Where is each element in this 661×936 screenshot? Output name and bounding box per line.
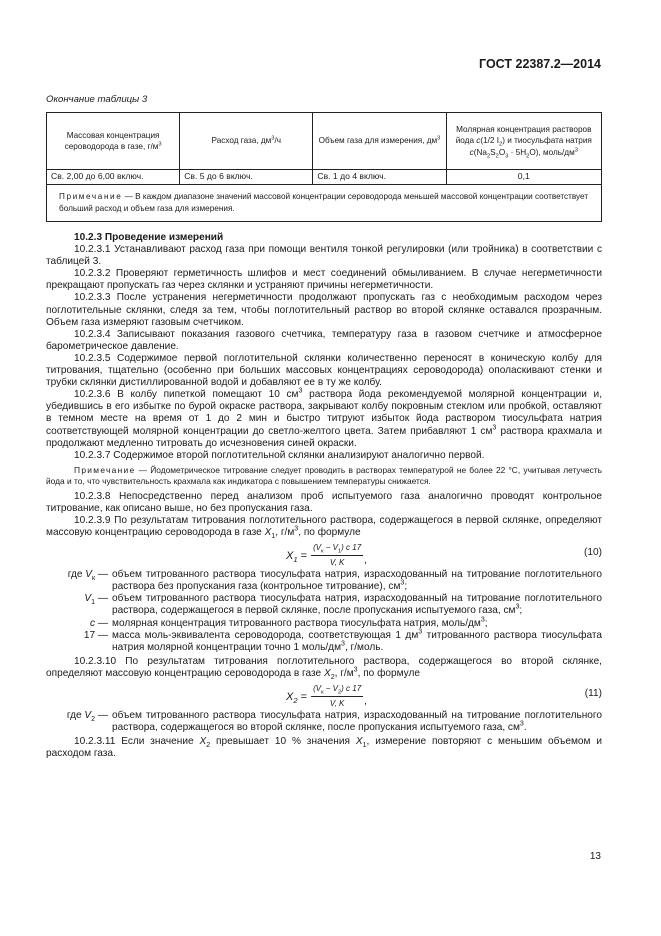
- paragraph-10-2-3-2: 10.2.3.2 Проверяют герметичность шлифов и мест соединений обмыливанием. В случае негерметичности прекращают пропускать газ через склянки и устраняют причины негерметичности.: [46, 268, 602, 292]
- page-number: 13: [589, 851, 601, 862]
- table-cell-volume-range: Св. 1 до 4 включ.: [313, 170, 446, 185]
- section-10-2-3: [46, 232, 602, 760]
- paragraph-10-2-3-9: 10.2.3.9 По результатам титрования поглотительного раствора, содержащегося в первой склянке, определяют массовую концентрацию сероводорода в газе $X_1$, $г/м^3$, по формуле: [46, 514, 602, 541]
- formula-10-lhs: $X_1$ =: [286, 549, 308, 564]
- paragraph-10-2-3-3: 10.2.3.3 После устранения негерметичности продолжают пропускать газ с необходимым расходом через поглотительные склянки, следя за тем, чтобы поглотительный раствор во второй склянке оставался прозрачным. Объем газа измеряют газовым счетчиком.: [46, 292, 602, 328]
- definition-c: c — молярная концентрация титрованного раствора тиосульфата натрия, моль/$дм^3$;: [90, 616, 488, 629]
- paragraph-10-2-3-4: 10.2.3.4 Записывают показания газового счетчика, температуру газа в газовом счетчике и атмосферное барометрическое давление.: [46, 328, 602, 352]
- formula-10-fraction: [311, 542, 363, 569]
- formula-10-comma: ,: [364, 555, 367, 567]
- formula-11-lhs: $X_2$ =: [286, 690, 308, 705]
- definition-v1: $V_1$ — объем титрованного раствора тиосульфата натрия, израсходованный на титрование поглотительного раствора, содержащегося в первой склянке, после пропускания испытуемого газа, $см^3$;: [84, 593, 602, 617]
- formula-11: [46, 682, 602, 708]
- table-cell-concentration-value: 0,1: [446, 170, 601, 185]
- paragraph-10-2-3-8: 10.2.3.8 Непосредственно перед анализом проб испытуемого газа аналогично проводят контрольное титрование, как описано выше, но без пропускания газа.: [46, 490, 602, 514]
- paragraph-10-2-3-1: 10.2.3.1 Устанавливают расход газа при помощи вентиля тонкой регулировки (или тройника) в соответствии с таблицей 3.: [46, 244, 602, 268]
- formula-11-definitions: [46, 710, 602, 734]
- definition-vk: где $V_к$ — объем титрованного раствора тиосульфата натрия, израсходованный на титрование поглотительного раствора без пропускания газа (контрольное титрование), $см^3$;: [67, 569, 602, 593]
- header-cell-molar-concentration: Молярная концентрация растворов йода c(1/2 $I_2$) и тиосульфата натрия $c(Na_2S_2O_3 \cdot 5H_2O)$, моль/$дм^3$: [446, 113, 601, 170]
- formula-11-numerator: $(V_к - V_2)$ c 17: [313, 684, 362, 696]
- formula-10-numerator: $(V_к - V_1)$ c 17: [313, 543, 362, 555]
- table-row: [47, 170, 602, 185]
- definition-v2: где $V_2$ — объем титрованного раствора тиосульфата натрия, израсходованный на титрование поглотительного раствора, содержащегося во второй склянке, после пропускания испытуемого газа, $см^3$.: [66, 710, 602, 734]
- table-note-row: [47, 184, 602, 221]
- formula-10-number: (10): [584, 547, 602, 559]
- formula-11-denominator: V, K: [329, 699, 345, 709]
- paragraph-10-2-3-7: 10.2.3.7 Содержимое второй поглотительной склянки анализируют аналогично первой.: [74, 449, 485, 461]
- formula-11-number: (11): [584, 688, 602, 699]
- paragraph-10-2-3-11: 10.2.3.11 Если значение $X_2$ превышает 10 % значения $X_1$, измерение повторяют с меньшим объемом и расходом газа.: [46, 736, 602, 760]
- formula-11-comma: ,: [364, 696, 367, 708]
- table-note: Примечание — В каждом диапазоне значений массовой концентрации сероводорода меньшей массовой концентрации соответствует больший расход и объем газа для измерения.: [47, 184, 602, 221]
- paragraph-10-2-3-5: 10.2.3.5 Содержимое первой поглотительной склянки количественно переносят в коническую колбу для титрования, тщательно (особенно при больших массовых концентрациях сероводорода) ополаскивают стенки и трубки склянки дистиллированной водой и добавляют ее в ту же колбу.: [46, 352, 602, 389]
- section-heading: 10.2.3 Проведение измерений: [74, 232, 224, 243]
- table-cell-mass-range: Св. 2,00 до 6,00 включ.: [47, 170, 180, 185]
- table-cell-flow-range: Св. 5 до 6 включ.: [180, 170, 313, 185]
- document-code: ГОСТ 22387.2—2014: [479, 57, 601, 71]
- formula-10-definitions: [46, 569, 602, 654]
- titration-note: Примечание — Йодометрическое титрование следует проводить в растворах температурой не более 22 °С, учитывая летучесть йода и то, что чувствительность крахмала как индикатора с повышением температуры снижается.: [46, 464, 602, 486]
- paragraph-10-2-3-10: 10.2.3.10 По результатам титрования поглотительного раствора, содержащегося во второй склянке, определяют массовую концентрацию сероводорода в газе $X_2$, $г/м^3$, по формуле: [46, 655, 602, 681]
- definition-17: 17 — масса моль-эквивалента сероводорода, соответствующая 1 $дм^3$ титрованного раствора тиосульфата натрия молярной концентрации точно 1 моль/$дм^3$, г/моль.: [83, 628, 602, 653]
- header-cell-gas-flow: Расход газа, $дм^3/ч$: [180, 113, 313, 170]
- table-3: [46, 112, 602, 222]
- formula-10: [46, 541, 602, 567]
- table-caption: Окончание таблицы 3: [46, 94, 148, 105]
- formula-11-fraction: [311, 683, 363, 710]
- header-cell-mass-concentration: Массовая концентрация сероводорода в газе, $г/м^3$: [47, 113, 180, 170]
- table-header-row: [47, 113, 602, 170]
- header-cell-gas-volume: Объем газа для измерения, $дм^3$: [313, 113, 446, 170]
- paragraph-10-2-3-6: 10.2.3.6 В колбу пипеткой помещают 10 $см^3$ раствора йода рекомендуемой молярной концентрации и, убедившись в его избытке по бурой окраске раствора, закрывают колбу покровным стеклом или пробкой, оставляют в темном месте на время от 1 до 2 мин и быстро титруют избыток йода раствором тиосульфата натрия соответствующей молярной концентрации до светло-желтого цвета. Затем прибавляют 1 $см^3$ раствора крахмала и продолжают медленно титровать до исчезновения синей окраски.: [46, 387, 602, 449]
- formula-10-denominator: V, K: [329, 558, 345, 568]
